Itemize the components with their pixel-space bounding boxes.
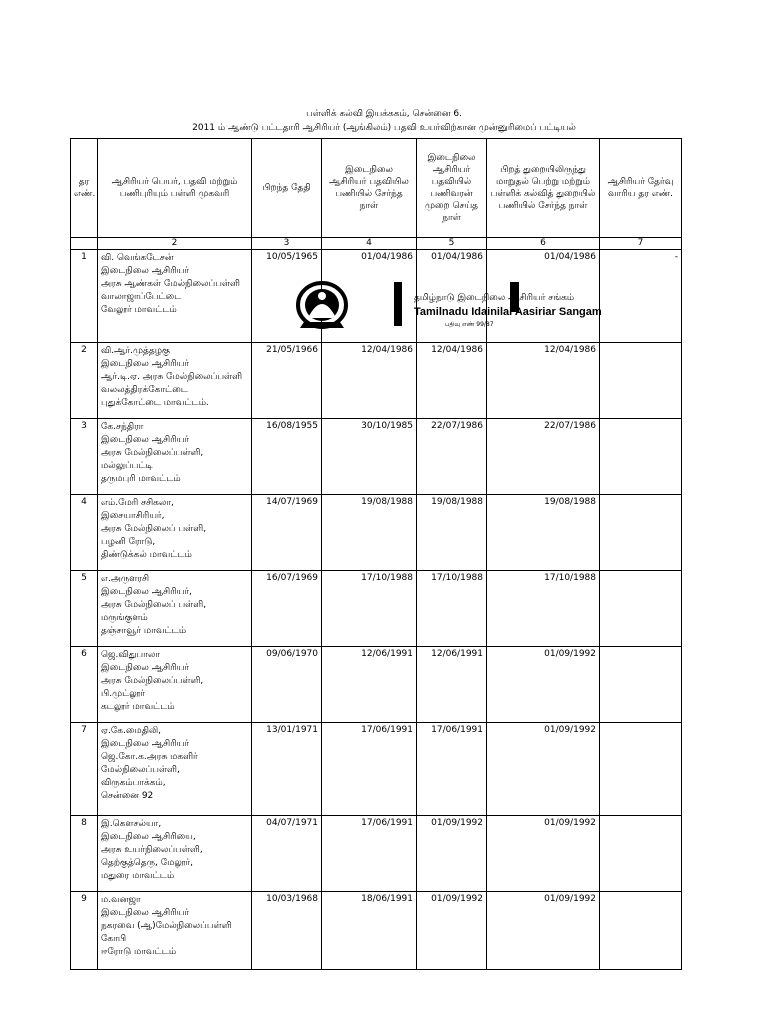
teacher-detail-line: அரசு ஆண்கள் மேல்நிலைப்பள்ளி [101, 279, 240, 289]
teacher-detail-line: சென்னை 92 [101, 791, 154, 801]
teacher-detail-line: ம.வனஜா [101, 895, 141, 905]
rank-cell: 7 [71, 723, 98, 816]
teacher-detail-line: திண்டுக்கல் மாவட்டம் [101, 550, 192, 560]
trb-rank-cell [600, 419, 682, 495]
join-date-cell: 30/10/1985 [322, 419, 417, 495]
teacher-detail-line: இடைநிலை ஆசிரியர் [101, 435, 190, 445]
transfer-date-cell: 01/09/1992 [487, 892, 600, 970]
header-row [71, 139, 682, 238]
teacher-detail-line: ஆர்.டி.ஏ. அரசு மேல்நிலைப்பள்ளி [101, 372, 243, 382]
dob-cell: 13/01/1971 [252, 723, 322, 816]
teacher-detail-line: இடைநிலை ஆசிரியர் [101, 739, 190, 749]
teacher-detail-line: வலலத்திரக்கோட்டை [101, 385, 188, 395]
dob-cell: 10/05/1965 [252, 250, 322, 343]
join-date-cell: 01/04/1986 [322, 250, 417, 343]
teacher-detail-line: தஞ்சாவூர் மாவட்டம் [101, 626, 187, 636]
regularised-date-cell: 17/06/1991 [417, 723, 487, 816]
join-date-cell: 17/06/1991 [322, 723, 417, 816]
teacher-detail-line: வாலாஜாப்பேட்டை [101, 292, 182, 302]
col-number: 6 [487, 238, 600, 250]
teacher-detail-line: இடைநிலை ஆசிரியர் [101, 359, 190, 369]
rank-cell: 3 [71, 419, 98, 495]
teacher-detail-line: தருமபுரி மாவட்டம் [101, 474, 181, 484]
trb-rank-cell [600, 571, 682, 647]
regularised-date-cell: 01/09/1992 [417, 892, 487, 970]
teacher-detail-line: பி.முட்லூர் [101, 689, 145, 699]
dob-cell: 21/05/1966 [252, 343, 322, 419]
trb-rank-cell [600, 647, 682, 723]
teacher-details-cell [98, 250, 252, 343]
teacher-details-cell [98, 723, 252, 816]
dob-cell: 10/03/1968 [252, 892, 322, 970]
trb-rank-cell [600, 343, 682, 419]
table-row [71, 723, 682, 816]
transfer-date-cell: 01/09/1992 [487, 816, 600, 892]
regularised-date-cell: 01/04/1986 [417, 250, 487, 343]
col-header-join-date: இடைநிலை ஆசிரியர் பதவியில பணியில் சேர்ந்த நாள் [322, 139, 417, 238]
teacher-detail-line: தெற்குத்தெரு, மேலூர், [101, 858, 193, 868]
rank-cell: 9 [71, 892, 98, 970]
col-number: 5 [417, 238, 487, 250]
transfer-date-cell: 17/10/1988 [487, 571, 600, 647]
teacher-detail-line: மருங்குளம் [101, 613, 148, 623]
table-row [71, 892, 682, 970]
column-number-row [71, 238, 682, 250]
teacher-detail-line: இடைநிலை ஆசிரியர், [101, 587, 192, 597]
table-row [71, 816, 682, 892]
teacher-detail-line: விருகம்பாக்கம், [101, 778, 166, 788]
trb-rank-cell [600, 816, 682, 892]
col-number: 2 [98, 238, 252, 250]
association-logo [296, 278, 531, 330]
rank-cell: 1 [71, 250, 98, 343]
rank-cell: 4 [71, 495, 98, 571]
teacher-detail-line: இசையாசிரியர், [101, 511, 165, 521]
logo-tamil-name: தமிழ்நாடு இடைநிலை ஆசிரியர் சங்கம் [414, 293, 575, 303]
dob-cell: 16/07/1969 [252, 571, 322, 647]
col-header-regularised-date: இடைநிலை ஆசிரியர் பதவியில் பணிவரன் முறை செய்த நாள் [417, 139, 487, 238]
teacher-detail-line: கே.சந்திரா [101, 422, 144, 432]
regularised-date-cell: 22/07/1986 [417, 419, 487, 495]
teacher-detail-line: மேல்நிலைப்பள்ளி, [101, 765, 180, 775]
teacher-detail-line: அரசு மேல்நிலைப்பள்ளி, [101, 676, 204, 686]
dob-cell: 16/08/1955 [252, 419, 322, 495]
rank-cell: 6 [71, 647, 98, 723]
col-header-trb-rank: ஆசிரியர் தேர்வு வாரிய தர எண். [600, 139, 682, 238]
teacher-details-cell [98, 647, 252, 723]
teacher-detail-line: ஏ.கே.மைதிலி, [101, 726, 162, 736]
teacher-detail-line: பழனி ரோடு, [101, 537, 156, 547]
dob-cell: 14/07/1969 [252, 495, 322, 571]
trb-rank-cell: - [600, 250, 682, 343]
trb-rank-cell [600, 892, 682, 970]
teacher-detail-line: ஜெ.விதுபாலா [101, 650, 160, 660]
teacher-detail-line: கடலூர் மாவட்டம் [101, 702, 175, 712]
teacher-detail-line: இ.கௌசல்யா, [101, 819, 162, 829]
table-row [71, 343, 682, 419]
document-title: பள்ளிக் கல்வி இயக்ககம், சென்னை 6. [306, 109, 462, 119]
rank-cell: 8 [71, 816, 98, 892]
trb-rank-cell [600, 723, 682, 816]
join-date-cell: 12/04/1986 [322, 343, 417, 419]
logo-english-name: Tamilnadu Idainilai Aasiriar Sangam [414, 306, 602, 318]
teacher-detail-line: வி. வெங்கடேசன் [101, 253, 174, 263]
col-header-rank: தர எண். [71, 139, 98, 238]
teacher-details-cell [98, 419, 252, 495]
teacher-detail-line: இடைநிலை ஆசிரியர் [101, 908, 190, 918]
teacher-detail-line: எ.அருளரசி [101, 574, 150, 584]
regularised-date-cell: 12/06/1991 [417, 647, 487, 723]
teacher-detail-line: ஜெ.கோ.க.அரசு மகளிர் [101, 752, 198, 762]
teacher-detail-line: நகரவை (ஆ)மேல்நிலைப்பள்ளி [101, 921, 232, 931]
regularised-date-cell: 12/04/1986 [417, 343, 487, 419]
teacher-detail-line: இடைநிலை ஆசிரியர் [101, 266, 190, 276]
table-row [71, 419, 682, 495]
logo-side-text: TIAS [401, 282, 409, 298]
table-row [71, 571, 682, 647]
teacher-details-cell [98, 892, 252, 970]
seniority-table [70, 138, 682, 970]
teacher-details-cell [98, 816, 252, 892]
col-number: 7 [600, 238, 682, 250]
transfer-date-cell: 19/08/1988 [487, 495, 600, 571]
teacher-detail-line: இடைநிலை ஆசிரியர் [101, 663, 190, 673]
teacher-detail-line: அரசு உயர்நிலைப்பள்ளி, [101, 845, 203, 855]
teacher-detail-line: ஈரோடு மாவட்டம் [101, 947, 177, 957]
transfer-date-cell: 01/04/1986 [487, 250, 600, 343]
teacher-detail-line: அரசு மேல்நிலைப் பள்ளி, [101, 600, 207, 610]
join-date-cell: 19/08/1988 [322, 495, 417, 571]
join-date-cell: 17/10/1988 [322, 571, 417, 647]
teacher-detail-line: அரசு மேல்நிலைப் பள்ளி, [101, 524, 207, 534]
teacher-detail-line: மதுரை மாவட்டம் [101, 871, 175, 881]
col-header-name: ஆசிரியர் பெயர், பதவி மற்றும் பணிபுரியும் பள்ளி முகவரி [98, 139, 252, 238]
transfer-date-cell: 12/04/1986 [487, 343, 600, 419]
rank-cell: 2 [71, 343, 98, 419]
table-row [71, 495, 682, 571]
teacher-details-cell [98, 495, 252, 571]
rank-cell: 5 [71, 571, 98, 647]
teacher-detail-line: அரசு மேல்நிலைப்பள்ளி, [101, 448, 204, 458]
teacher-detail-line: புதுக்கோட்டை மாவட்டம். [101, 398, 209, 408]
teacher-detail-line: எம்.மேரி சசிகலா, [101, 498, 174, 508]
transfer-date-cell: 01/09/1992 [487, 723, 600, 816]
teacher-detail-line: மல்லுப்பட்டி [101, 461, 153, 471]
document-subtitle: 2011 ம் ஆண்டு பட்டதாரி ஆசிரியர் (ஆங்கிலம்) பதவி உயர்விற்கான முன்னுரிமைப் பட்டியல் [192, 123, 576, 133]
col-header-dob: பிறந்த தேதி [252, 139, 322, 238]
teacher-details-cell [98, 571, 252, 647]
regularised-date-cell: 19/08/1988 [417, 495, 487, 571]
regularised-date-cell: 17/10/1988 [417, 571, 487, 647]
teacher-detail-line: இடைநிலை ஆசிரியை, [101, 832, 196, 842]
teacher-detail-line: வி.ஆர்.முத்தழகு [101, 346, 170, 356]
regularised-date-cell: 01/09/1992 [417, 816, 487, 892]
teacher-detail-line: கோபி [101, 934, 127, 944]
trb-rank-cell [600, 495, 682, 571]
teacher-detail-line: வேலூர் மாவட்டம் [101, 305, 177, 315]
join-date-cell: 17/06/1991 [322, 816, 417, 892]
transfer-date-cell: 01/09/1992 [487, 647, 600, 723]
transfer-date-cell: 22/07/1986 [487, 419, 600, 495]
col-number: 4 [322, 238, 417, 250]
logo-registration: பதிவு எண் 99/87 [445, 321, 494, 328]
col-header-transfer-date: பிறத் துறையிலிருந்து மாறுதல் பெற்று மற்றும் பள்ளிக் கல்வித் துறையில் பணியில் சேர்ந்த நாள் [487, 139, 600, 238]
join-date-cell: 18/06/1991 [322, 892, 417, 970]
table-row [71, 647, 682, 723]
teacher-details-cell [98, 343, 252, 419]
dob-cell: 04/07/1971 [252, 816, 322, 892]
col-number: 3 [252, 238, 322, 250]
dob-cell: 09/06/1970 [252, 647, 322, 723]
join-date-cell: 12/06/1991 [322, 647, 417, 723]
col-number [71, 238, 98, 250]
